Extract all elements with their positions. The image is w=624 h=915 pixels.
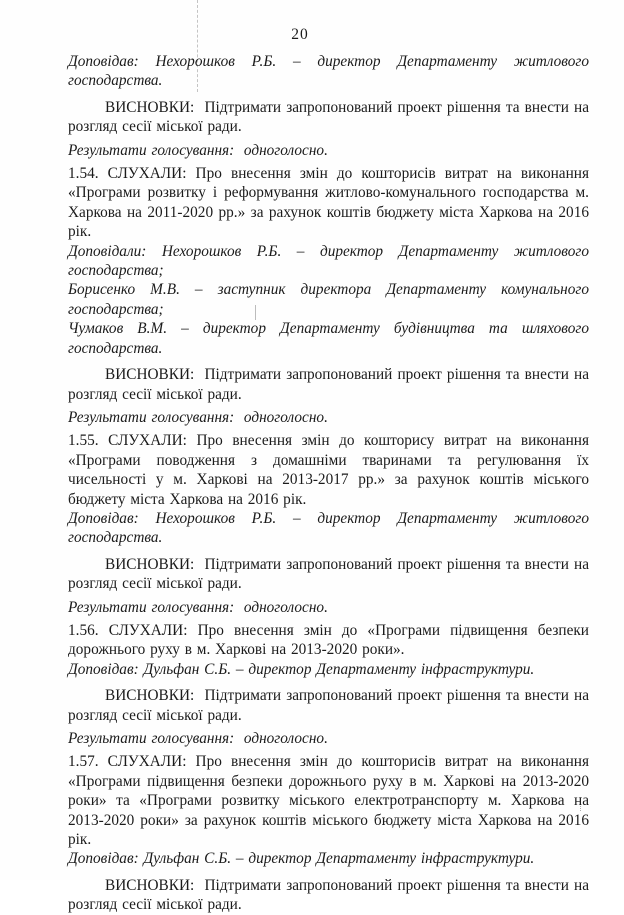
vote-result-line: Результати голосування: одноголосно. (68, 730, 328, 747)
agenda-item-1-55: 1.55. СЛУХАЛИ: Про внесення змін до кошторису витрат на виконання «Програми поводження з домашніми тваринами та регулювання їх чисельності у м. Харкові на 2013-2017 рр.» за рахунок коштів міського бюджету міста Харкова на 2016 рік. (68, 432, 589, 508)
document-content (68, 52, 589, 915)
conclusions-paragraph: ВИСНОВКИ: Підтримати запропонований проект рішення та внести на розгляд сесії міської ради. (68, 555, 589, 593)
reporter-line: Доповідав: Дульфан С.Б. – директор Департаменту інфраструктури. (68, 660, 535, 678)
vote-result-line: Результати голосування: одноголосно. (68, 141, 328, 159)
agenda-item-1-57: 1.57. СЛУХАЛИ: Про внесення змін до кошторисів витрат на виконання «Програми підвищення безпеки дорожнього руху в м. Харкові на 2013-2020 роки» та «Програми розвитку міського електротранспорту м. Харкова на 2013-2020 роки» за рахунок коштів міського бюджету міста Харкова на 2016 рік. (68, 753, 589, 849)
reporters-line-2: Борисенко М.В. – заступник директора Департаменту комунального господарства; (68, 281, 589, 318)
conclusions-paragraph: ВИСНОВКИ: Підтримати запропонований проект рішення та внести на розгляд сесії міської ради. (68, 687, 589, 724)
vote-result-line: Результати голосування: одноголосно. (68, 598, 328, 616)
conclusions-paragraph: ВИСНОВКИ: Підтримати запропонований проект рішення та внести на розгляд сесії міської ради. (68, 366, 589, 403)
conclusions-paragraph: ВИСНОВКИ: Підтримати запропонований проект рішення та внести на розгляд сесії міської ради. (68, 876, 589, 914)
agenda-item-1-54: 1.54. СЛУХАЛИ: Про внесення змін до кошторисів витрат на виконання «Програми розвитку і реформування житлово-комунального господарства м. Харкова на 2011-2020 рр.» за рахунок коштів бюджету міста Харкова на 2016 рік. (68, 165, 589, 241)
reporters-line-1: Доповідали: Нехорошков Р.Б. – директор Департаменту житлового господарства; (68, 242, 589, 280)
reporters-line-3: Чумаков В.М. – директор Департаменту будівництва та шляхового господарства. (68, 320, 589, 357)
vote-result-line: Результати голосування: одноголосно. (68, 408, 328, 426)
agenda-item-1-56: 1.56. СЛУХАЛИ: Про внесення змін до «Програми підвищення безпеки дорожнього руху в м. Харкові на 2013-2020 роки». (68, 621, 589, 659)
page-number: 20 (291, 26, 309, 43)
reporter-line: Доповідав: Нехорошков Р.Б. – директор Департаменту житлового господарства. (68, 509, 589, 547)
reporter-line: Доповідав: Нехорошков Р.Б. – директор Департаменту житлового господарства. (68, 53, 589, 90)
conclusions-paragraph: ВИСНОВКИ: Підтримати запропонований проект рішення та внести на розгляд сесії міської ради. (68, 98, 589, 136)
reporter-line: Доповідав: Дульфан С.Б. – директор Департаменту інфраструктури. (68, 850, 535, 868)
